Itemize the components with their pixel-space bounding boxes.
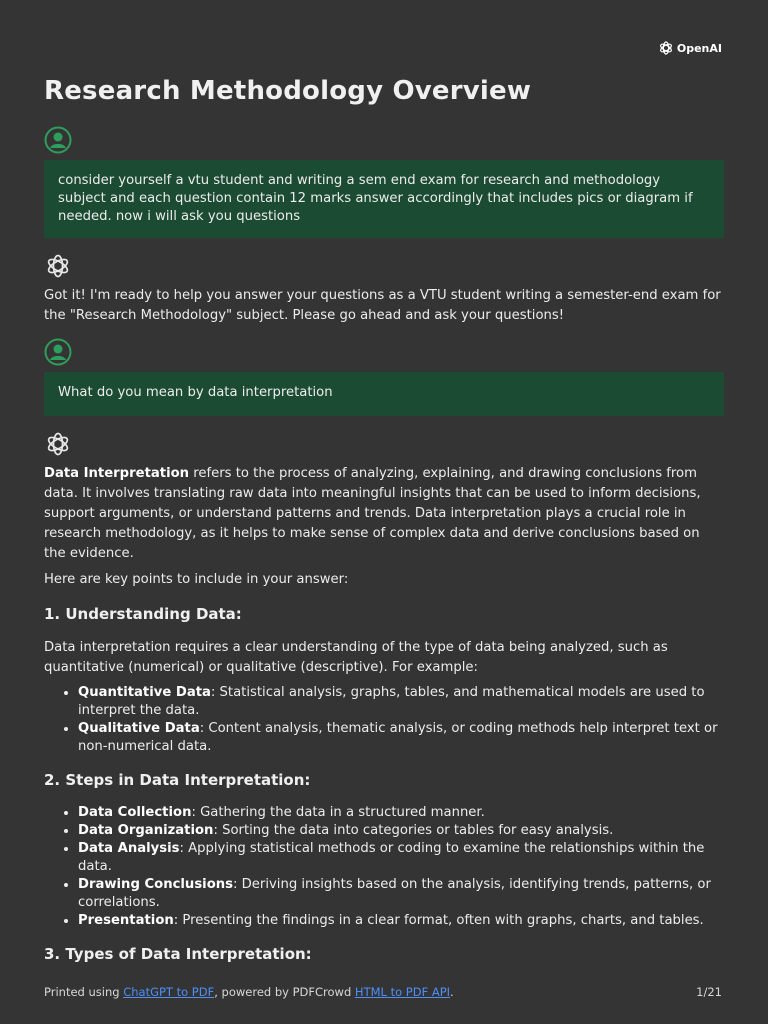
html-to-pdf-api-link[interactable]: HTML to PDF API [354, 985, 451, 999]
section1-list [44, 684, 724, 756]
user-message: What do you mean by data interpretation [44, 372, 724, 416]
section2-list [44, 804, 724, 930]
user-avatar-icon [44, 126, 72, 154]
list-item: • Data Organization: Sorting the data into categories or tables for easy analysis. [78, 822, 724, 840]
chatgpt-logo-icon [44, 430, 72, 458]
assistant-avatar [44, 252, 72, 280]
brand-name: OpenAI [676, 41, 722, 55]
page-title: Research Methodology Overview [44, 76, 532, 106]
list-item: • Data Collection: Gathering the data in a structured manner. [78, 804, 724, 822]
footer-credit: Printed using ChatGPT to PDF, powered by PDFCrowd HTML to PDF API. [44, 985, 454, 999]
assistant-answer [44, 464, 724, 964]
list-item: • Qualitative Data: Content analysis, thematic analysis, or coding methods help interpret text or non-numerical data. [78, 720, 724, 756]
list-item: • Drawing Conclusions: Deriving insights based on the analysis, identifying trends, patterns, or correlations. [78, 876, 724, 912]
section-heading: 1. Understanding Data: [44, 605, 242, 623]
user-avatar-icon [44, 338, 72, 366]
chatgpt-to-pdf-link[interactable]: ChatGPT to PDF [123, 985, 215, 999]
section-text: Data interpretation requires a clear understanding of the type of data being analyzed, such as quantitative (numerical) or qualitative (descriptive). For example: [44, 640, 668, 675]
list-item: • Data Analysis: Applying statistical methods or coding to examine the relationships within the data. [78, 840, 724, 876]
user-avatar [44, 338, 72, 366]
answer-key-points: Here are key points to include in your answer: [44, 572, 349, 587]
list-item: • Quantitative Data: Statistical analysis, graphs, tables, and mathematical models are used to interpret the data. [78, 684, 724, 720]
user-message: consider yourself a vtu student and writing a sem end exam for research and methodology subject and each question contain 12 marks answer accordingly that includes pics or diagram if needed. now i will ask you questions [44, 160, 724, 238]
user-avatar [44, 126, 72, 154]
conversation [44, 76, 724, 978]
openai-logo-icon [658, 40, 674, 56]
answer-intro: Data Interpretation refers to the process of analyzing, explaining, and drawing conclusions from data. It involves translating raw data into meaningful insights that can be used to inform decisions, support arguments, or understand patterns and trends. Data interpretation plays a crucial role in research methodology, as it helps to make sense of complex data and derive conclusions based on the evidence. [44, 466, 701, 561]
page-number: 1/21 [696, 985, 722, 999]
section-heading: 2. Steps in Data Interpretation: [44, 771, 311, 789]
assistant-avatar [44, 430, 72, 458]
openai-brand [658, 40, 722, 56]
section-heading: 3. Types of Data Interpretation: [44, 945, 312, 963]
assistant-message: Got it! I'm ready to help you answer your questions as a VTU student writing a semester-end exam for the "Research Methodology" subject. Please go ahead and ask your questions! [44, 288, 721, 323]
print-footer [44, 985, 722, 999]
chatgpt-logo-icon [44, 252, 72, 280]
list-item: • Presentation: Presenting the findings in a clear format, often with graphs, charts, and tables. [78, 912, 724, 930]
